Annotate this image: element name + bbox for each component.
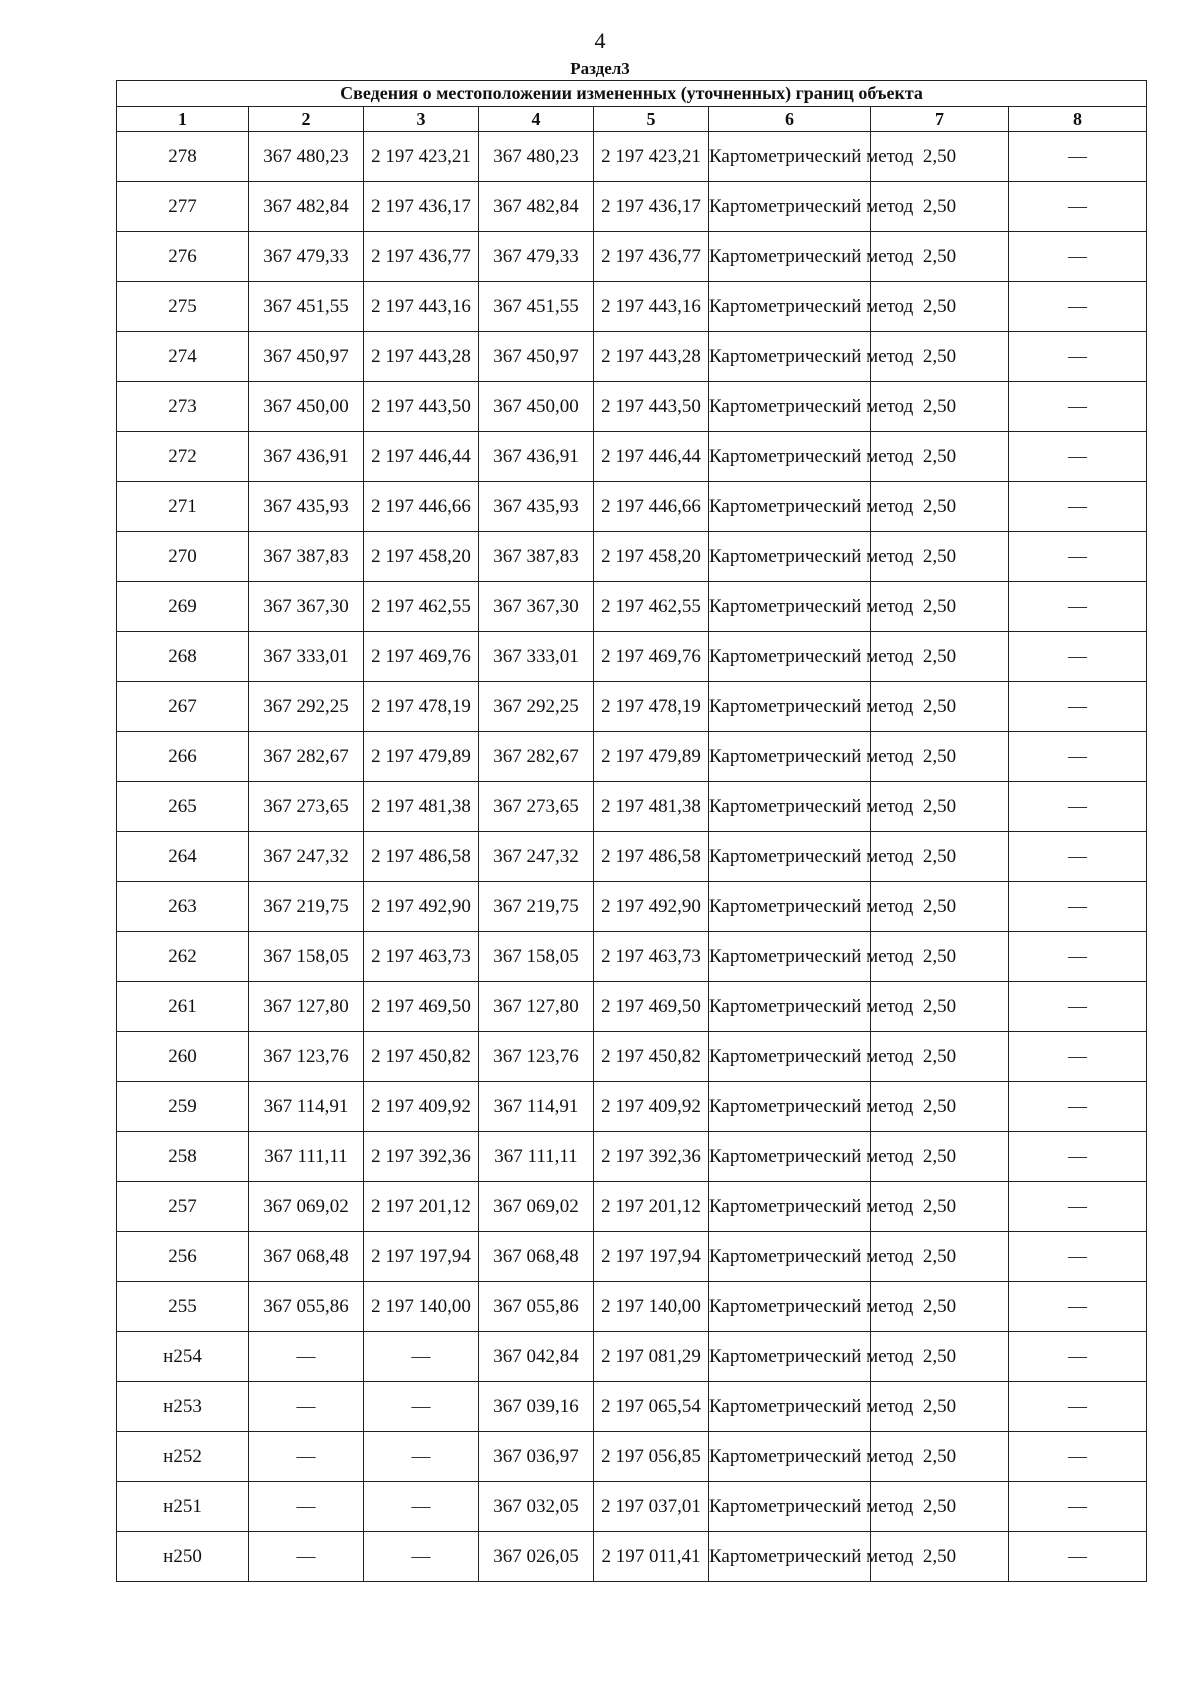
y-new-cell: 2 197 436,17	[594, 182, 709, 232]
table-row	[117, 1332, 1147, 1382]
accuracy-cell: 2,50	[871, 232, 1009, 282]
description-cell: —	[1009, 1282, 1147, 1332]
y-new-cell: 2 197 423,21	[594, 132, 709, 182]
accuracy-cell: 2,50	[871, 982, 1009, 1032]
method-cell: Картометрический метод	[709, 532, 871, 582]
y-new-cell: 2 197 450,82	[594, 1032, 709, 1082]
point-number-cell: н252	[117, 1432, 249, 1482]
table-row	[117, 632, 1147, 682]
accuracy-cell: 2,50	[871, 1182, 1009, 1232]
description-cell: —	[1009, 932, 1147, 982]
accuracy-cell: 2,50	[871, 682, 1009, 732]
y-old-cell: 2 197 392,36	[364, 1132, 479, 1182]
point-number-cell: 259	[117, 1082, 249, 1132]
point-number-cell: 277	[117, 182, 249, 232]
description-cell: —	[1009, 1432, 1147, 1482]
x-new-cell: 367 436,91	[479, 432, 594, 482]
x-new-cell: 367 367,30	[479, 582, 594, 632]
x-old-cell: 367 367,30	[249, 582, 364, 632]
description-cell: —	[1009, 632, 1147, 682]
x-new-cell: 367 480,23	[479, 132, 594, 182]
x-new-cell: 367 435,93	[479, 482, 594, 532]
description-cell: —	[1009, 1332, 1147, 1382]
y-new-cell: 2 197 436,77	[594, 232, 709, 282]
accuracy-cell: 2,50	[871, 1232, 1009, 1282]
y-new-cell: 2 197 056,85	[594, 1432, 709, 1482]
point-number-cell: 268	[117, 632, 249, 682]
y-new-cell: 2 197 392,36	[594, 1132, 709, 1182]
y-old-cell: —	[364, 1532, 479, 1582]
point-number-cell: н253	[117, 1382, 249, 1432]
description-cell: —	[1009, 1532, 1147, 1582]
y-new-cell: 2 197 081,29	[594, 1332, 709, 1382]
x-old-cell: 367 333,01	[249, 632, 364, 682]
point-number-cell: 263	[117, 882, 249, 932]
table-row	[117, 182, 1147, 232]
column-number: 6	[709, 107, 871, 132]
point-number-cell: 264	[117, 832, 249, 882]
x-old-cell: 367 111,11	[249, 1132, 364, 1182]
description-cell: —	[1009, 732, 1147, 782]
table-row	[117, 582, 1147, 632]
accuracy-cell: 2,50	[871, 582, 1009, 632]
x-new-cell: 367 026,05	[479, 1532, 594, 1582]
description-cell: —	[1009, 382, 1147, 432]
y-old-cell: 2 197 450,82	[364, 1032, 479, 1082]
y-old-cell: 2 197 463,73	[364, 932, 479, 982]
y-old-cell: —	[364, 1382, 479, 1432]
table-row	[117, 932, 1147, 982]
accuracy-cell: 2,50	[871, 1532, 1009, 1582]
x-old-cell: 367 273,65	[249, 782, 364, 832]
accuracy-cell: 2,50	[871, 132, 1009, 182]
accuracy-cell: 2,50	[871, 1082, 1009, 1132]
column-number: 5	[594, 107, 709, 132]
y-old-cell: —	[364, 1332, 479, 1382]
accuracy-cell: 2,50	[871, 432, 1009, 482]
method-cell: Картометрический метод	[709, 1232, 871, 1282]
point-number-cell: н250	[117, 1532, 249, 1582]
description-cell: —	[1009, 532, 1147, 582]
y-new-cell: 2 197 197,94	[594, 1232, 709, 1282]
point-number-cell: н254	[117, 1332, 249, 1382]
x-new-cell: 367 068,48	[479, 1232, 594, 1282]
method-cell: Картометрический метод	[709, 1382, 871, 1432]
y-new-cell: 2 197 492,90	[594, 882, 709, 932]
y-old-cell: —	[364, 1432, 479, 1482]
table-row	[117, 1032, 1147, 1082]
x-old-cell: —	[249, 1482, 364, 1532]
x-old-cell: —	[249, 1432, 364, 1482]
y-old-cell: 2 197 458,20	[364, 532, 479, 582]
x-old-cell: 367 282,67	[249, 732, 364, 782]
accuracy-cell: 2,50	[871, 332, 1009, 382]
point-number-cell: 257	[117, 1182, 249, 1232]
table-row	[117, 1432, 1147, 1482]
description-cell: —	[1009, 832, 1147, 882]
accuracy-cell: 2,50	[871, 832, 1009, 882]
table-row	[117, 432, 1147, 482]
y-old-cell: 2 197 409,92	[364, 1082, 479, 1132]
x-new-cell: 367 451,55	[479, 282, 594, 332]
method-cell: Картометрический метод	[709, 132, 871, 182]
x-new-cell: 367 450,00	[479, 382, 594, 432]
description-cell: —	[1009, 432, 1147, 482]
page-number: 4	[594, 28, 606, 53]
point-number-cell: 260	[117, 1032, 249, 1082]
method-cell: Картометрический метод	[709, 432, 871, 482]
x-old-cell: 367 292,25	[249, 682, 364, 732]
table-title: Сведения о местоположении измененных (уточненных) границ объекта	[117, 81, 1147, 107]
x-new-cell: 367 482,84	[479, 182, 594, 232]
description-cell: —	[1009, 1032, 1147, 1082]
x-old-cell: 367 069,02	[249, 1182, 364, 1232]
x-old-cell: 367 435,93	[249, 482, 364, 532]
table-row	[117, 1182, 1147, 1232]
description-cell: —	[1009, 1082, 1147, 1132]
method-cell: Картометрический метод	[709, 632, 871, 682]
point-number-cell: 275	[117, 282, 249, 332]
x-new-cell: 367 127,80	[479, 982, 594, 1032]
description-cell: —	[1009, 132, 1147, 182]
x-old-cell: 367 450,97	[249, 332, 364, 382]
x-new-cell: 367 032,05	[479, 1482, 594, 1532]
table-row	[117, 1132, 1147, 1182]
coordinates-table	[116, 80, 1147, 1582]
method-cell: Картометрический метод	[709, 1132, 871, 1182]
y-new-cell: 2 197 011,41	[594, 1532, 709, 1582]
x-old-cell: 367 127,80	[249, 982, 364, 1032]
y-new-cell: 2 197 486,58	[594, 832, 709, 882]
point-number-cell: 274	[117, 332, 249, 382]
point-number-cell: 262	[117, 932, 249, 982]
column-number-row	[117, 107, 1147, 132]
y-new-cell: 2 197 462,55	[594, 582, 709, 632]
y-old-cell: 2 197 469,76	[364, 632, 479, 682]
table-row	[117, 832, 1147, 882]
y-old-cell: 2 197 446,44	[364, 432, 479, 482]
x-new-cell: 367 282,67	[479, 732, 594, 782]
table-row	[117, 1382, 1147, 1432]
table-row	[117, 232, 1147, 282]
x-new-cell: 367 158,05	[479, 932, 594, 982]
y-old-cell: 2 197 478,19	[364, 682, 479, 732]
x-new-cell: 367 333,01	[479, 632, 594, 682]
x-old-cell: 367 480,23	[249, 132, 364, 182]
y-old-cell: 2 197 479,89	[364, 732, 479, 782]
accuracy-cell: 2,50	[871, 782, 1009, 832]
y-new-cell: 2 197 478,19	[594, 682, 709, 732]
table-row	[117, 982, 1147, 1032]
section-title: Раздел3	[570, 59, 630, 78]
y-new-cell: 2 197 481,38	[594, 782, 709, 832]
point-number-cell: 271	[117, 482, 249, 532]
method-cell: Картометрический метод	[709, 932, 871, 982]
table-row	[117, 132, 1147, 182]
table-row	[117, 482, 1147, 532]
y-old-cell: 2 197 486,58	[364, 832, 479, 882]
accuracy-cell: 2,50	[871, 182, 1009, 232]
method-cell: Картометрический метод	[709, 182, 871, 232]
method-cell: Картометрический метод	[709, 1432, 871, 1482]
point-number-cell: 269	[117, 582, 249, 632]
accuracy-cell: 2,50	[871, 1032, 1009, 1082]
method-cell: Картометрический метод	[709, 232, 871, 282]
accuracy-cell: 2,50	[871, 1132, 1009, 1182]
point-number-cell: 276	[117, 232, 249, 282]
y-old-cell: 2 197 469,50	[364, 982, 479, 1032]
column-number: 4	[479, 107, 594, 132]
method-cell: Картометрический метод	[709, 582, 871, 632]
accuracy-cell: 2,50	[871, 482, 1009, 532]
method-cell: Картометрический метод	[709, 732, 871, 782]
description-cell: —	[1009, 1132, 1147, 1182]
y-new-cell: 2 197 443,28	[594, 332, 709, 382]
method-cell: Картометрический метод	[709, 832, 871, 882]
point-number-cell: 270	[117, 532, 249, 582]
x-old-cell: 367 451,55	[249, 282, 364, 332]
y-new-cell: 2 197 065,54	[594, 1382, 709, 1432]
x-old-cell: —	[249, 1332, 364, 1382]
table-row	[117, 732, 1147, 782]
y-old-cell: 2 197 197,94	[364, 1232, 479, 1282]
y-new-cell: 2 197 443,16	[594, 282, 709, 332]
y-old-cell: 2 197 443,28	[364, 332, 479, 382]
description-cell: —	[1009, 282, 1147, 332]
y-old-cell: 2 197 462,55	[364, 582, 479, 632]
method-cell: Картометрический метод	[709, 782, 871, 832]
y-new-cell: 2 197 037,01	[594, 1482, 709, 1532]
x-new-cell: 367 479,33	[479, 232, 594, 282]
y-new-cell: 2 197 140,00	[594, 1282, 709, 1332]
method-cell: Картометрический метод	[709, 382, 871, 432]
x-new-cell: 367 123,76	[479, 1032, 594, 1082]
y-new-cell: 2 197 443,50	[594, 382, 709, 432]
y-new-cell: 2 197 479,89	[594, 732, 709, 782]
point-number-cell: н251	[117, 1482, 249, 1532]
x-old-cell: 367 158,05	[249, 932, 364, 982]
method-cell: Картометрический метод	[709, 1332, 871, 1382]
x-new-cell: 367 042,84	[479, 1332, 594, 1382]
method-cell: Картометрический метод	[709, 1182, 871, 1232]
x-old-cell: 367 068,48	[249, 1232, 364, 1282]
description-cell: —	[1009, 682, 1147, 732]
table-row	[117, 1532, 1147, 1582]
y-old-cell: 2 197 436,17	[364, 182, 479, 232]
x-new-cell: 367 219,75	[479, 882, 594, 932]
method-cell: Картометрический метод	[709, 1532, 871, 1582]
accuracy-cell: 2,50	[871, 882, 1009, 932]
x-old-cell: 367 450,00	[249, 382, 364, 432]
x-new-cell: 367 039,16	[479, 1382, 594, 1432]
y-old-cell: 2 197 436,77	[364, 232, 479, 282]
y-old-cell: 2 197 481,38	[364, 782, 479, 832]
y-old-cell: 2 197 446,66	[364, 482, 479, 532]
description-cell: —	[1009, 1182, 1147, 1232]
column-number: 3	[364, 107, 479, 132]
x-new-cell: 367 273,65	[479, 782, 594, 832]
point-number-cell: 266	[117, 732, 249, 782]
y-new-cell: 2 197 446,66	[594, 482, 709, 532]
x-old-cell: 367 219,75	[249, 882, 364, 932]
x-old-cell: —	[249, 1532, 364, 1582]
point-number-cell: 278	[117, 132, 249, 182]
y-new-cell: 2 197 463,73	[594, 932, 709, 982]
method-cell: Картометрический метод	[709, 982, 871, 1032]
method-cell: Картометрический метод	[709, 1482, 871, 1532]
x-old-cell: 367 482,84	[249, 182, 364, 232]
method-cell: Картометрический метод	[709, 282, 871, 332]
point-number-cell: 255	[117, 1282, 249, 1332]
method-cell: Картометрический метод	[709, 682, 871, 732]
point-number-cell: 273	[117, 382, 249, 432]
accuracy-cell: 2,50	[871, 632, 1009, 682]
x-new-cell: 367 036,97	[479, 1432, 594, 1482]
table-row	[117, 882, 1147, 932]
y-old-cell: 2 197 443,16	[364, 282, 479, 332]
description-cell: —	[1009, 182, 1147, 232]
column-number: 2	[249, 107, 364, 132]
description-cell: —	[1009, 1482, 1147, 1532]
x-new-cell: 367 055,86	[479, 1282, 594, 1332]
y-old-cell: 2 197 201,12	[364, 1182, 479, 1232]
table-row	[117, 282, 1147, 332]
y-new-cell: 2 197 409,92	[594, 1082, 709, 1132]
x-new-cell: 367 111,11	[479, 1132, 594, 1182]
x-new-cell: 367 114,91	[479, 1082, 594, 1132]
description-cell: —	[1009, 482, 1147, 532]
y-old-cell: —	[364, 1482, 479, 1532]
description-cell: —	[1009, 232, 1147, 282]
accuracy-cell: 2,50	[871, 1482, 1009, 1532]
y-new-cell: 2 197 458,20	[594, 532, 709, 582]
table-row	[117, 332, 1147, 382]
description-cell: —	[1009, 882, 1147, 932]
table-row	[117, 682, 1147, 732]
y-old-cell: 2 197 140,00	[364, 1282, 479, 1332]
accuracy-cell: 2,50	[871, 382, 1009, 432]
description-cell: —	[1009, 1382, 1147, 1432]
x-old-cell: 367 247,32	[249, 832, 364, 882]
y-new-cell: 2 197 469,50	[594, 982, 709, 1032]
description-cell: —	[1009, 582, 1147, 632]
table-row	[117, 382, 1147, 432]
y-new-cell: 2 197 201,12	[594, 1182, 709, 1232]
x-new-cell: 367 292,25	[479, 682, 594, 732]
column-number: 1	[117, 107, 249, 132]
table-row	[117, 1282, 1147, 1332]
point-number-cell: 267	[117, 682, 249, 732]
x-old-cell: 367 479,33	[249, 232, 364, 282]
description-cell: —	[1009, 1232, 1147, 1282]
table-body	[117, 132, 1147, 1582]
accuracy-cell: 2,50	[871, 932, 1009, 982]
point-number-cell: 265	[117, 782, 249, 832]
table-row	[117, 1082, 1147, 1132]
x-old-cell: —	[249, 1382, 364, 1432]
x-new-cell: 367 247,32	[479, 832, 594, 882]
x-old-cell: 367 436,91	[249, 432, 364, 482]
x-new-cell: 367 450,97	[479, 332, 594, 382]
method-cell: Картометрический метод	[709, 1082, 871, 1132]
method-cell: Картометрический метод	[709, 882, 871, 932]
point-number-cell: 256	[117, 1232, 249, 1282]
column-number: 8	[1009, 107, 1147, 132]
x-new-cell: 367 387,83	[479, 532, 594, 582]
accuracy-cell: 2,50	[871, 1432, 1009, 1482]
accuracy-cell: 2,50	[871, 1332, 1009, 1382]
x-old-cell: 367 123,76	[249, 1032, 364, 1082]
method-cell: Картометрический метод	[709, 1032, 871, 1082]
y-old-cell: 2 197 443,50	[364, 382, 479, 432]
y-new-cell: 2 197 446,44	[594, 432, 709, 482]
description-cell: —	[1009, 332, 1147, 382]
x-old-cell: 367 055,86	[249, 1282, 364, 1332]
table-row	[117, 1482, 1147, 1532]
y-old-cell: 2 197 423,21	[364, 132, 479, 182]
accuracy-cell: 2,50	[871, 732, 1009, 782]
point-number-cell: 258	[117, 1132, 249, 1182]
accuracy-cell: 2,50	[871, 282, 1009, 332]
accuracy-cell: 2,50	[871, 532, 1009, 582]
accuracy-cell: 2,50	[871, 1282, 1009, 1332]
method-cell: Картометрический метод	[709, 1282, 871, 1332]
point-number-cell: 261	[117, 982, 249, 1032]
table-row	[117, 1232, 1147, 1282]
x-old-cell: 367 387,83	[249, 532, 364, 582]
method-cell: Картометрический метод	[709, 332, 871, 382]
method-cell: Картометрический метод	[709, 482, 871, 532]
y-new-cell: 2 197 469,76	[594, 632, 709, 682]
x-new-cell: 367 069,02	[479, 1182, 594, 1232]
description-cell: —	[1009, 982, 1147, 1032]
x-old-cell: 367 114,91	[249, 1082, 364, 1132]
y-old-cell: 2 197 492,90	[364, 882, 479, 932]
table-row	[117, 532, 1147, 582]
table-row	[117, 782, 1147, 832]
description-cell: —	[1009, 782, 1147, 832]
point-number-cell: 272	[117, 432, 249, 482]
accuracy-cell: 2,50	[871, 1382, 1009, 1432]
column-number: 7	[871, 107, 1009, 132]
